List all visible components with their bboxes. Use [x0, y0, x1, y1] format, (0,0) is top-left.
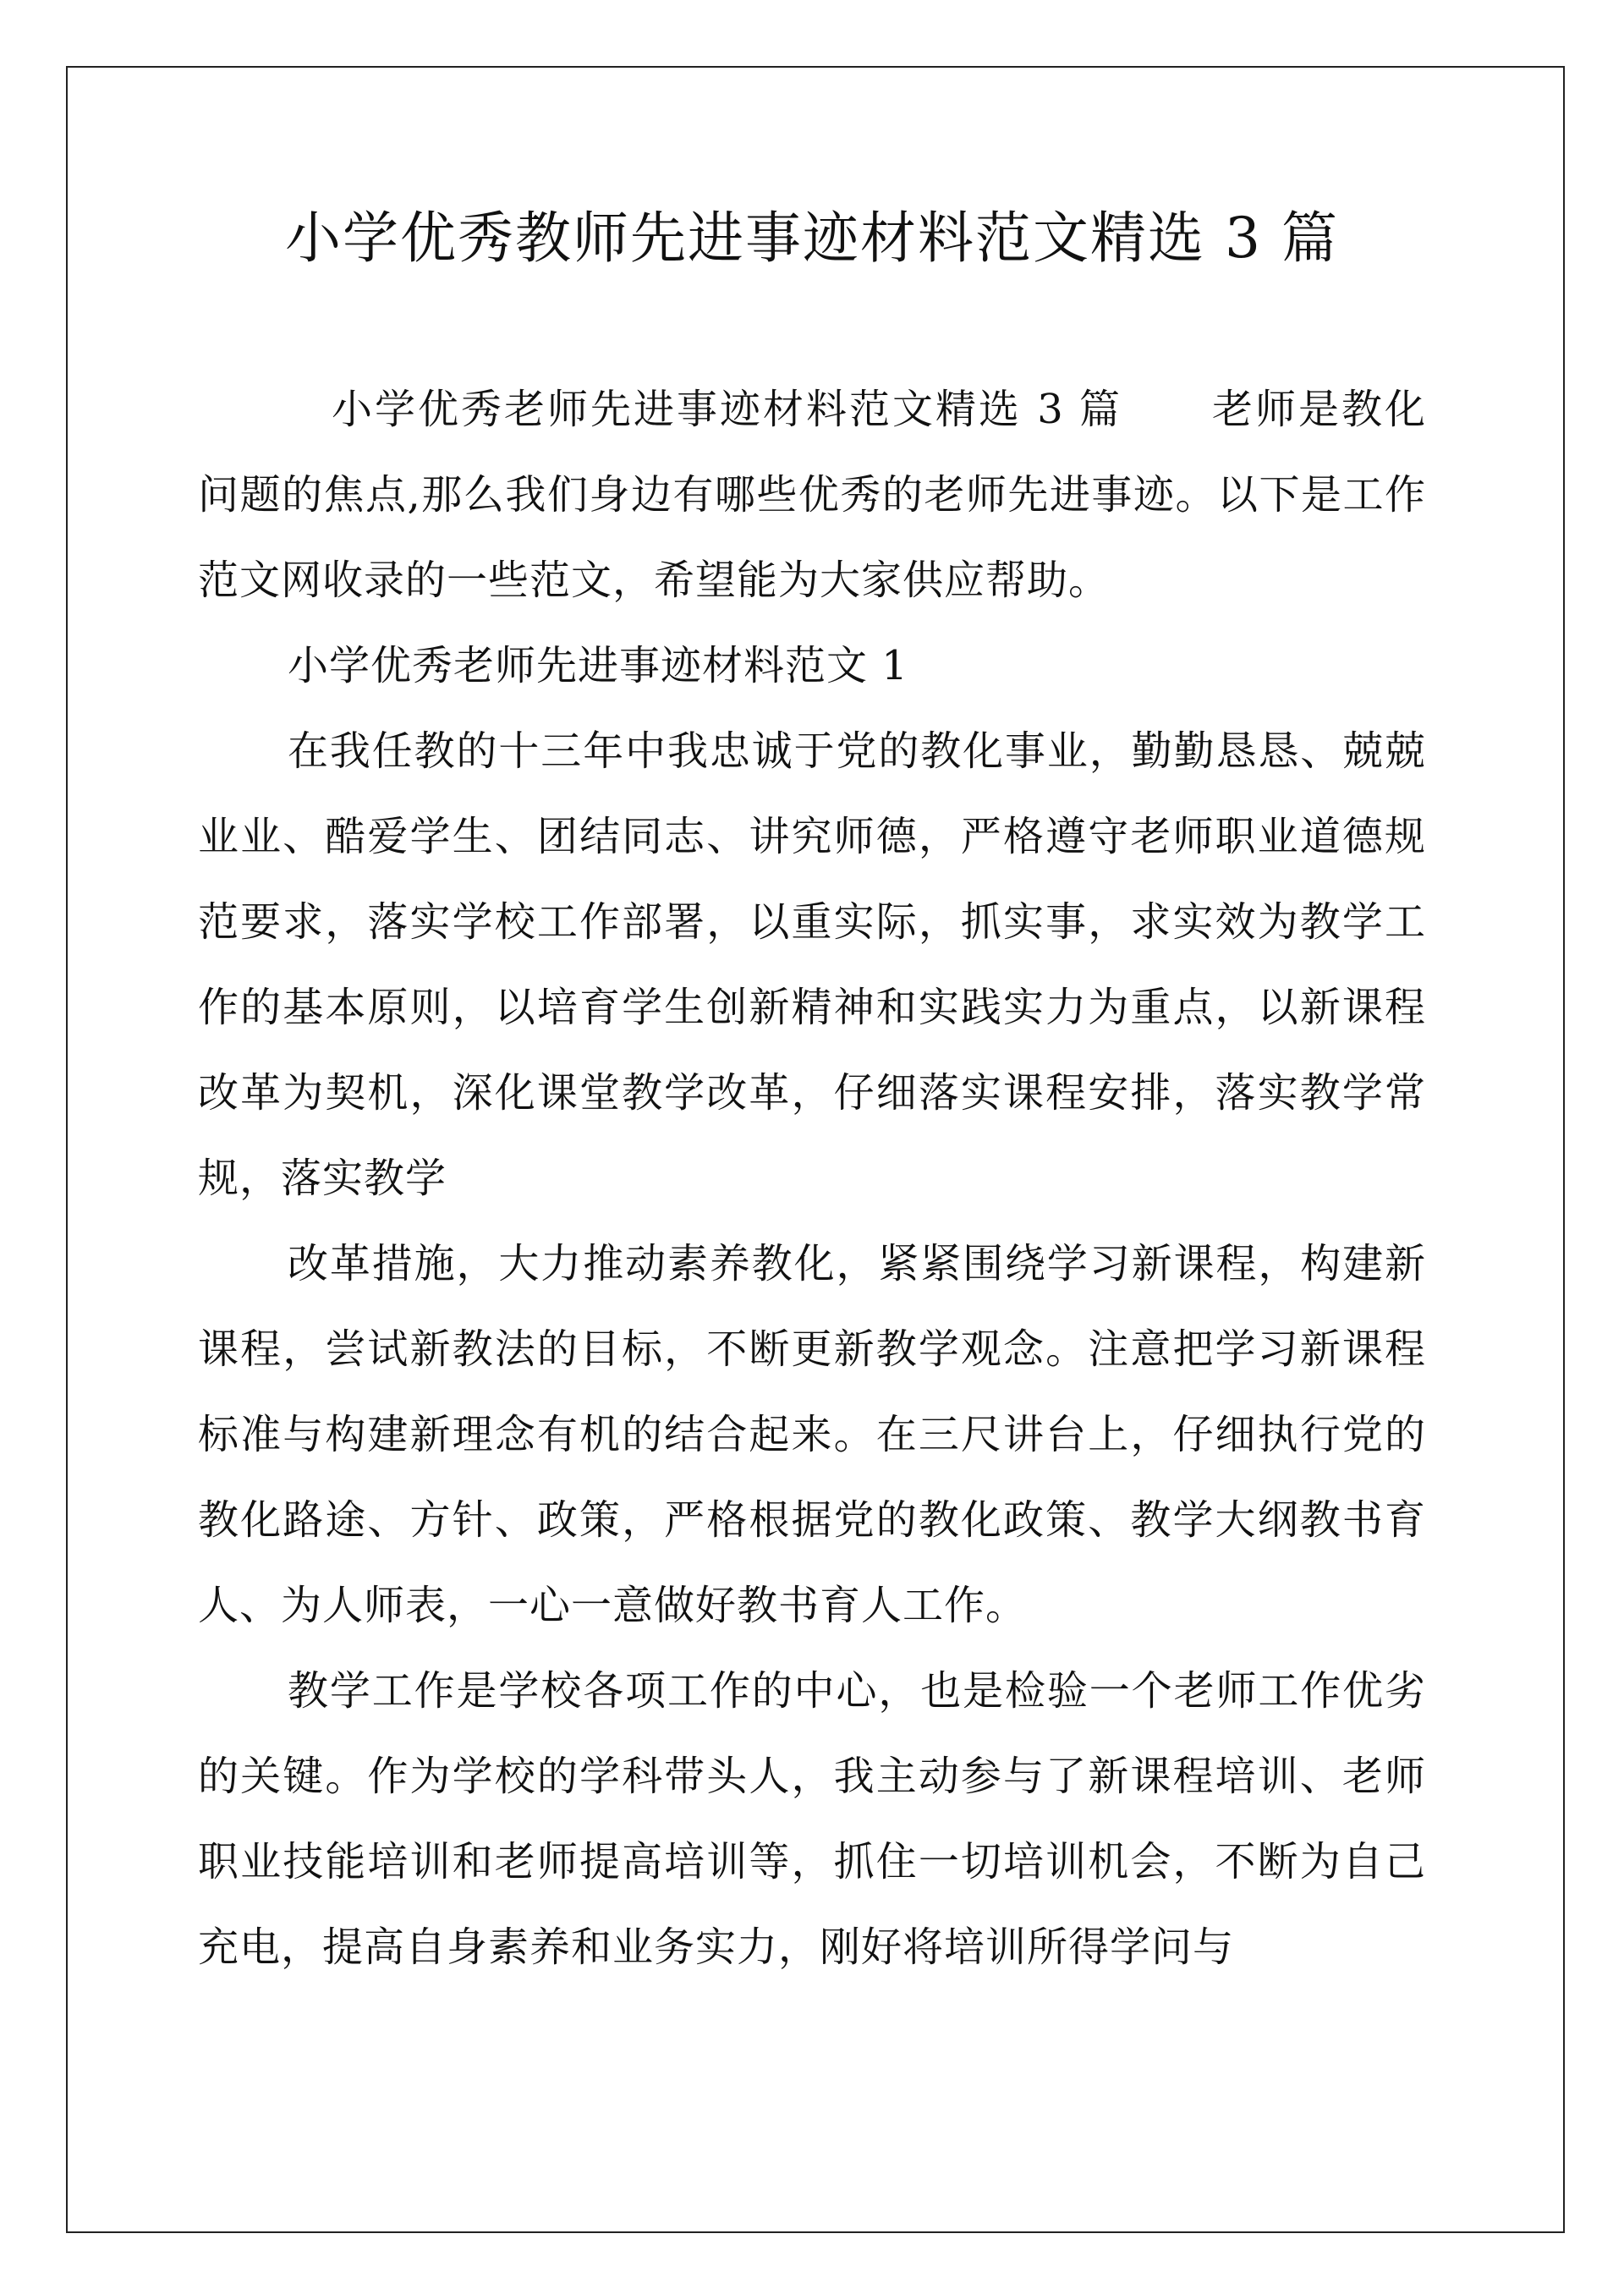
body-paragraph-3: 教学工作是学校各项工作的中心，也是检验一个老师工作优劣的关键。作为学校的学科带头人，我主动参与了新课程培训、老师职业技能培训和老师提高培训等，抓住一切培训机会，不断为自己充电，提高自身素养和业务实力，刚好将培训所得学问与 — [198, 1667, 1426, 1971]
document-body — [198, 367, 1426, 1990]
document-title: 小学优秀教师先进事迹材料范文精选 3 篇 — [285, 206, 1339, 271]
intro-paragraph — [198, 367, 1426, 623]
body-paragraph-1: 在我任教的十三年中我忠诚于党的教化事业，勤勤恳恳、兢兢业业、酷爱学生、团结同志、讲究师德，严格遵守老师职业道德规范要求，落实学校工作部署，以重实际，抓实事，求实效为教学工作的基本原则，以培育学生创新精神和实践实力为重点，以新课程改革为契机，深化课堂教学改革，仔细落实课程安排，落实教学常规，落实教学 — [198, 727, 1426, 1202]
intro-title: 小学优秀老师先进事迹材料范文精选 3 篇 — [332, 386, 1122, 433]
intro-text: 老师是教化问题的焦点,那么我们身边有哪些优秀的老师先进事迹。以下是工作范文网收录的一些范文，希望能为大家供应帮助。 — [198, 386, 1426, 604]
body-paragraph-2: 改革措施，大力推动素养教化，紧紧围绕学习新课程，构建新课程，尝试新教法的目标，不断更新教学观念。注意把学习新课程标准与构建新理念有机的结合起来。在三尺讲台上，仔细执行党的教化路途、方针、政策，严格根据党的教化政策、教学大纲教书育人、为人师表，一心一意做好教书育人工作。 — [198, 1240, 1426, 1629]
section-heading: 小学优秀老师先进事迹材料范文 1 — [288, 642, 908, 689]
